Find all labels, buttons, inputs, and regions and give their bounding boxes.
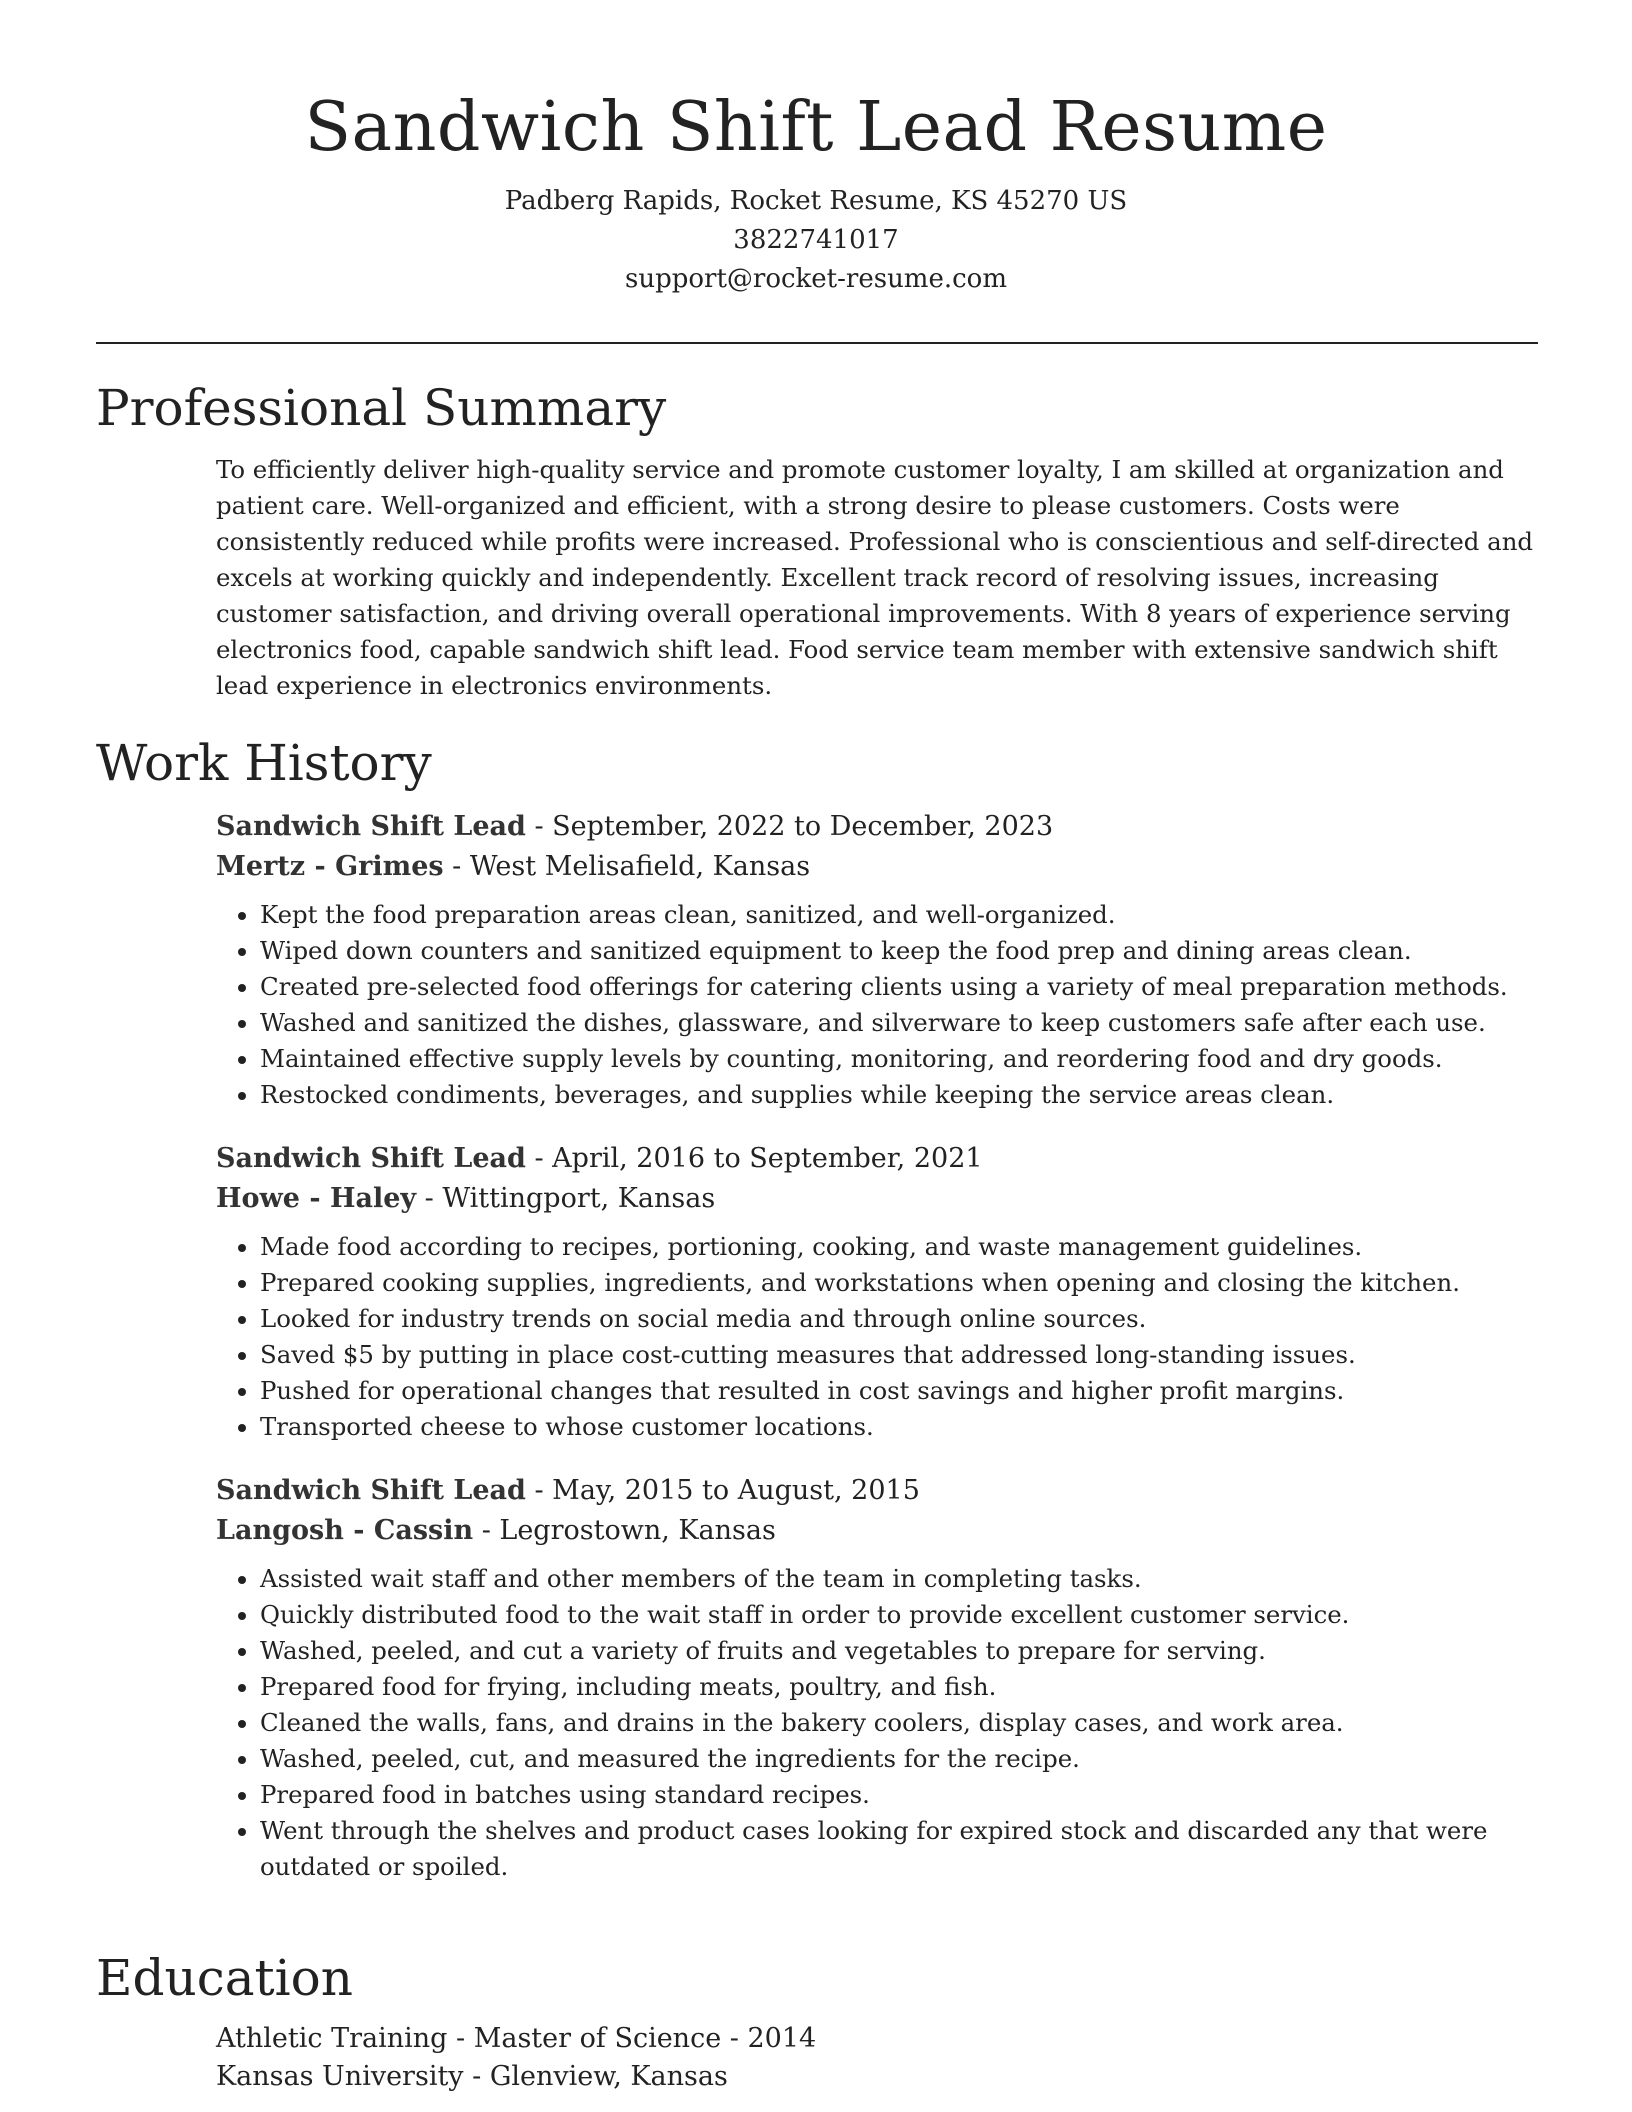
job-company: Langosh - Cassin xyxy=(216,1515,474,1546)
list-item: • Wiped down counters and sanitized equipment to keep the food prep and dining areas clean. xyxy=(260,933,1538,969)
education-section xyxy=(96,1948,1538,2096)
job-company: Howe - Haley xyxy=(216,1183,417,1214)
education-degree: Athletic Training - Master of Science - 2014 xyxy=(216,2023,817,2054)
list-item: • Assisted wait staff and other members of the team in completing tasks. xyxy=(260,1561,1538,1597)
job-title-line xyxy=(216,807,1538,847)
job-list xyxy=(216,807,1538,1885)
job-company-line xyxy=(216,1511,1538,1551)
list-item: • Kept the food preparation areas clean, sanitized, and well-organized. xyxy=(260,897,1538,933)
education-heading: Education xyxy=(96,1949,353,2007)
job-entry xyxy=(216,807,1538,1113)
header-divider xyxy=(96,342,1538,344)
list-item: • Pushed for operational changes that resulted in cost savings and higher profit margins. xyxy=(260,1373,1538,1409)
job-location: - West Melisafield, Kansas xyxy=(443,851,811,882)
list-item: • Quickly distributed food to the wait staff in order to provide excellent customer service. xyxy=(260,1597,1538,1633)
resume-header xyxy=(0,0,1632,299)
list-item: • Restocked condiments, beverages, and supplies while keeping the service areas clean. xyxy=(260,1077,1538,1113)
list-item: • Washed, peeled, cut, and measured the ingredients for the recipe. xyxy=(260,1741,1538,1777)
job-entry xyxy=(216,1139,1538,1445)
resume-title: Sandwich Shift Lead Resume xyxy=(304,88,1328,167)
summary-section xyxy=(96,378,1538,704)
job-bullets xyxy=(216,1229,1538,1445)
job-entry xyxy=(216,1471,1538,1885)
list-item: • Transported cheese to whose customer locations. xyxy=(260,1409,1538,1445)
education-entry xyxy=(216,2020,1538,2096)
job-bullets xyxy=(216,1561,1538,1885)
list-item: • Maintained effective supply levels by counting, monitoring, and reordering food and dry goods. xyxy=(260,1041,1538,1077)
job-dates: - May, 2015 to August, 2015 xyxy=(525,1475,920,1506)
job-role: Sandwich Shift Lead xyxy=(216,1143,526,1174)
job-company-line xyxy=(216,847,1538,887)
list-item: • Prepared food in batches using standard recipes. xyxy=(260,1777,1538,1813)
job-dates: - April, 2016 to September, 2021 xyxy=(525,1143,983,1174)
job-role: Sandwich Shift Lead xyxy=(216,811,526,842)
list-item: • Looked for industry trends on social media and through online sources. xyxy=(260,1301,1538,1337)
job-title-line xyxy=(216,1471,1538,1511)
job-company: Mertz - Grimes xyxy=(216,851,444,882)
job-bullets xyxy=(216,897,1538,1113)
job-location: - Wittingport, Kansas xyxy=(416,1183,716,1214)
list-item: • Washed and sanitized the dishes, glassware, and silverware to keep customers safe after each use. xyxy=(260,1005,1538,1041)
summary-text: To efficiently deliver high-quality service and promote customer loyalty, I am skilled at organization and patient care. Well-organized and efficient, with a strong desire to please customers. Costs were consistently reduced while profits were increased. Professional who is conscientious and self-directed and excels at working quickly and independently. Excellent track record of resolving issues, increasing customer satisfaction, and driving overall operational improvements. With 8 years of experience serving electronics food, capable sandwich shift lead. Food service team member with extensive sandwich shift lead experience in electronics environments. xyxy=(216,455,1534,700)
list-item: • Prepared food for frying, including meats, poultry, and fish. xyxy=(260,1669,1538,1705)
contact-email: support@rocket-resume.com xyxy=(624,264,1007,294)
list-item: • Cleaned the walls, fans, and drains in the bakery coolers, display cases, and work area. xyxy=(260,1705,1538,1741)
education-school: Kansas University xyxy=(216,2061,464,2092)
list-item: • Went through the shelves and product cases looking for expired stock and discarded any that were outdated or spoiled. xyxy=(260,1813,1538,1885)
job-dates: - September, 2022 to December, 2023 xyxy=(525,811,1054,842)
list-item: • Washed, peeled, and cut a variety of fruits and vegetables to prepare for serving. xyxy=(260,1633,1538,1669)
education-school-line xyxy=(216,2058,1538,2096)
summary-heading: Professional Summary xyxy=(96,379,667,437)
job-location: - Legrostown, Kansas xyxy=(473,1515,776,1546)
contact-phone: 3822741017 xyxy=(733,225,899,255)
list-item: • Prepared cooking supplies, ingredients, and workstations when opening and closing the kitchen. xyxy=(260,1265,1538,1301)
contact-address: Padberg Rapids, Rocket Resume, KS 45270 US xyxy=(504,186,1128,216)
job-company-line xyxy=(216,1179,1538,1219)
job-role: Sandwich Shift Lead xyxy=(216,1475,526,1506)
list-item: • Created pre-selected food offerings for catering clients using a variety of meal preparation methods. xyxy=(260,969,1538,1005)
list-item: • Made food according to recipes, portioning, cooking, and waste management guidelines. xyxy=(260,1229,1538,1265)
list-item: • Saved $5 by putting in place cost-cutting measures that addressed long-standing issues. xyxy=(260,1337,1538,1373)
contact-block xyxy=(0,182,1632,299)
work-history-section xyxy=(96,733,1538,1911)
education-location: - Glenview, Kansas xyxy=(463,2061,728,2092)
job-title-line xyxy=(216,1139,1538,1179)
work-history-heading: Work History xyxy=(96,734,432,792)
